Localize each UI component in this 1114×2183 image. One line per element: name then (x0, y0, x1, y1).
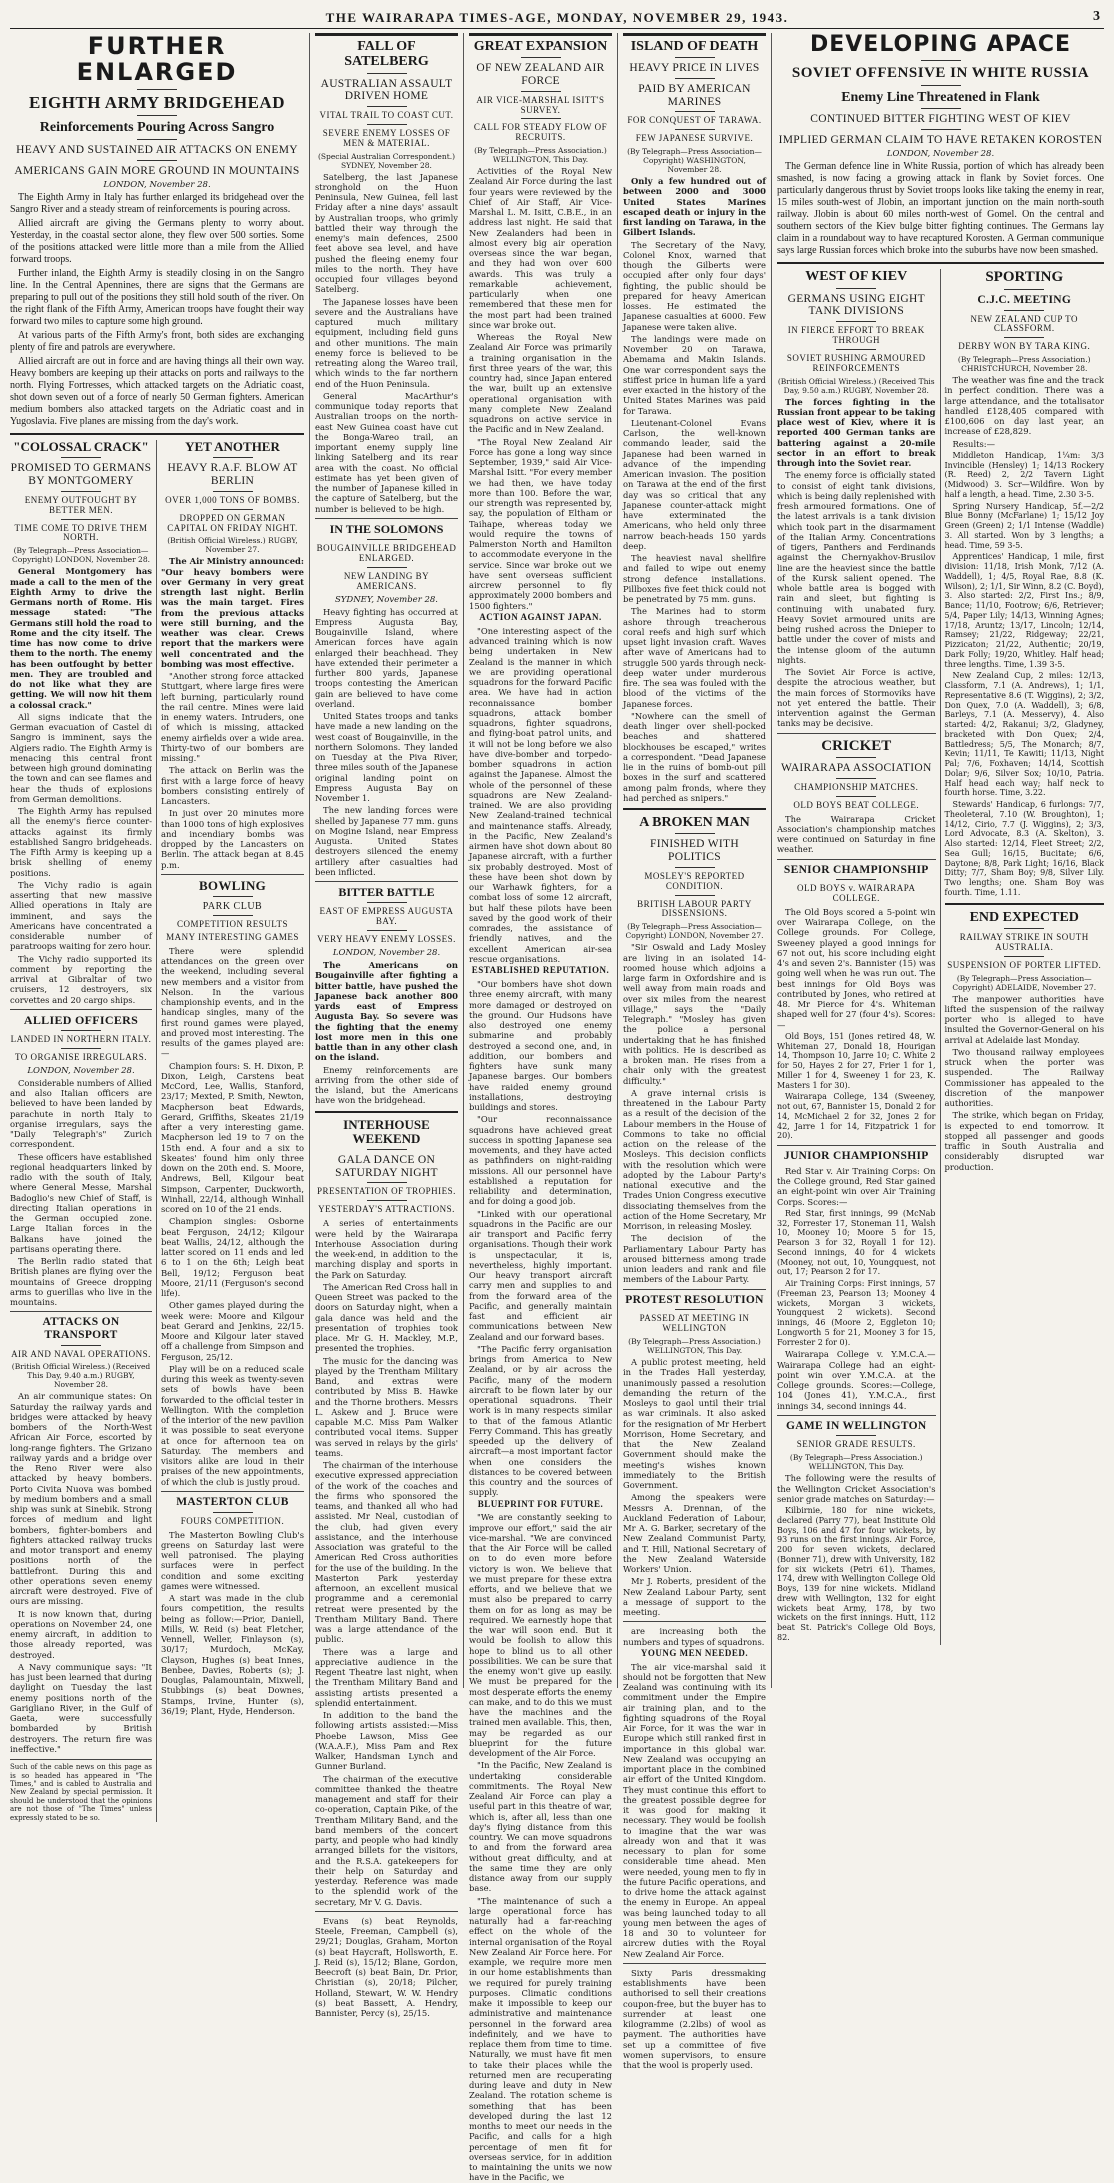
headline: ATTACKS ON TRANSPORT (42, 1316, 120, 1341)
byline: (By Telegraph—Press Association.) CHRISTCHURCH, November 28. (957, 355, 1091, 374)
column-1 (10, 32, 310, 1822)
column-5 (772, 33, 1104, 1688)
subheadline: VERY HEAVY ENEMY LOSSES. (317, 934, 456, 945)
paragraph: The chairman of the executive committee thanked the theatre management and staff for their co-operation, Captain Pike, of the Trentham Military Band, and the band members of the concert party, and people who had kindly arranged billets for the visitors, and the R.S.A. gatekeepers for their help on Saturday and yesterday. Reference was made to the splendid work of the secretary, Mr V. G. Davis. (315, 1773, 458, 1907)
subheadline: TIME COME TO DRIVE THEM NORTH. (14, 522, 148, 543)
dateline: LONDON, November 28. (103, 180, 211, 191)
paragraph: A Navy communique says: "It has just been learned that during daylight on Tuesday the last enemy positions north of the Garigliano River, in the Gulf of Gaeta, were successfully bombarded by British destroyers. The return fire was ineffective." (10, 1661, 152, 1754)
subheadline: Enemy Line Threatened in Flank (841, 89, 1040, 105)
byline: (By Telegraph—Press Association.) WELLINGTON, This Day. (474, 146, 607, 165)
paragraph: A grave internal crisis is threatened in the Labour Party as a result of the decision of the Labour members in the House of Commons to take no official action on the release of the Mosleys. This decision conflicts with the resolution which were adopted by the Labour Party's national executive and the Trades Union Congress executive dissociating themselves from the action of the Home Secretary, Mr Morrison, in releasing Mosley. (623, 1087, 766, 1232)
paragraph: The heaviest naval shellfire and failed to wipe out enemy strong defence installations. Pillboxes five feet thick could not be penetrated by 75 mm. guns. (623, 553, 766, 605)
paragraph: A public protest meeting, held in the Trades Hall yesterday, unanimously passed a resolution demanding the return of the Mosleys to gaol until their trial as war criminals. It also asked for the resignation of Mr Herbert Morrison, Home Secretary, and that the New Zealand Government should make the meeting's wishes known immediately to the British Government. (623, 1357, 766, 1490)
paragraph: These officers have established regional headquarters linked by radio with the south of Italy, where General Messe, Marshal Badoglio's new Chief of Staff, is directing Italian operations in the German occupied zone. Large Italian forces in the Balkans have joined the partisans operating there. (10, 1151, 152, 1254)
subheadline: TO ORGANISE IRREGULARS. (14, 1051, 148, 1062)
subheadline: NEW LANDING BY AMERICANS. (343, 570, 430, 591)
paragraph: A series of entertainments were held by the Wairarapa Interhouse Association during the week-end, in addition to the marching display and sports in the Park on Saturday. (315, 1218, 458, 1280)
headline: WEST OF KIEV (805, 269, 908, 285)
subheadline: ENEMY OUTFOUGHT BY BETTER MEN. (24, 494, 138, 515)
paragraph: The Americans on Bougainville after fighting a bitter battle, have pushed the Japanese back another 800 yards east of Empress Augusta Bay. So severe was the fighting that the enemy lost more men in this one battle than in any other clash on the island. (315, 960, 458, 1063)
paragraph: The Air Ministry announced: "Our heavy bombers were over Germany in very great strength last night. Berlin was the main target. Fires from the previous attacks were still burning, and the weather was clear. Crews report that the markers were well concentrated and the bombing was most effective. (161, 556, 304, 669)
paragraph: Red Star, first innings, 99 (McNab 32, Forrester 17, Stoneman 11, Walsh 10, Mooney 10; Moore 5 for 15, Pearson 3 for 32, Royall 1 for 12). Second innings, 40 for 4 wickets (Mooney, not out, 10, Youngquest, not out, 17; Pearson 2 for 17. (777, 1208, 936, 1277)
paragraph: "The maintenance of such a large operational force has naturally had a far-reaching effect on the whole of the internal organisation of the Royal New Zealand Air Force here. For example, we require more men in our home establishments than we required for purely training purposes. Climatic conditions make it impossible to keep our administrative and maintenance personnel in the forward area indefinitely, and we have to replace them from time to time. Naturally, we must have fit men to take their places while the returned men are recuperating during leave and duty in New Zealand. The rotation scheme is something that has been developed during the last 12 months to meet our needs in the Pacific, and calls for a high percentage of men fit for overseas service, for in addition to maintaining the units we now have in the Pacific, we (469, 1895, 612, 2183)
headline: END EXPECTED (969, 909, 1079, 925)
subheadline: SOVIET RUSHING ARMOURED REINFORCEMENTS (786, 352, 926, 373)
paragraph: In just over 20 minutes more than 1000 tons of high explosives and incendiary bombs was dropped by the Lancasters on Berlin. The attack began at 8.45 p.m. (161, 808, 304, 870)
paragraph: Further inland, the Eighth Army is steadily closing in on the Sangro line. In the Central Apennines, there are signs that the Germans are preparing to pull out of the positions they still hold south of the river. On the right flank of the Fifth Army, American troops have fought their way forward two miles to capture some high ground. (10, 268, 304, 328)
subheadline: SENIOR GRADE RESULTS. (796, 1439, 916, 1450)
byline: (Special Australian Correspondent.) SYDNEY, November 28. (317, 151, 456, 170)
paragraph: The forces fighting in the Russian front appear to be taking place west of Kiev, where it is reported 400 German tanks are battering against a 20-mile sector in an effort to break through into the Soviet rear. (777, 396, 936, 469)
headline: A BROKEN MAN (639, 815, 750, 831)
subheadline: AMERICANS GAIN MORE GROUND IN MOUNTAINS (14, 164, 300, 177)
byline: (By Telegraph—Press Association—Copyright) ADELAIDE, November 27. (952, 973, 1097, 992)
subheadline: WAIRARAPA ASSOCIATION (780, 762, 932, 775)
column-5b (941, 269, 1105, 1644)
subheadline: EIGHTH ARMY BRIDGEHEAD (29, 92, 285, 112)
subheadline: MANY INTERESTING GAMES (166, 932, 299, 943)
paragraph: It is now known that, during operations on November 24, one enemy aircraft, in addition to those already reported, was destroyed. (10, 1608, 152, 1660)
section-heading: ACTION AGAINST JAPAN. (479, 611, 602, 622)
subheadline: FEW JAPANESE SURVIVE. (635, 133, 754, 144)
paragraph: The American Red Cross hall in Queen Street was packed to the doors on Saturday night, when a gala dance was held and the presentation of trophies took place. Mr G. H. Mackley, M.P., presented the trophies. (315, 1281, 458, 1354)
dateline: LONDON, November 28. (27, 1065, 135, 1076)
paragraph: "Our bombers have shot down three enemy aircraft, with many more damaged or destroyed on the ground. Our Hudsons have also destroyed one enemy submarine and probably destroyed a second one, and, in addition, our bombers and fighters have sunk many Japanese barges. Our bombers have raided enemy ground installations, destroying buildings and stores. (469, 979, 612, 1113)
headline: GAME IN WELLINGTON (786, 1419, 927, 1432)
paragraph: Only a few hundred out of between 2000 and 3000 United States Marines escaped death or injury in the first landing on Tarawa, in the Gilbert Islands. (623, 176, 766, 238)
section-heading: YOUNG MEN NEEDED. (640, 1647, 749, 1658)
headline: BOWLING (198, 877, 267, 893)
paragraph: Wairarapa College, 134 (Sweeney, not out, 67, Bannister 15, Donald 2 for 14, McMichael 2 for 32, Jones 2 for 42, Jarre 1 for 14, Fitzpatrick 1 for 20). (777, 1092, 936, 1141)
subheadline: RAILWAY STRIKE IN SOUTH AUSTRALIA. (959, 932, 1089, 952)
paragraph: Allied aircraft are giving the Germans plenty to worry about. Yesterday, in the coastal sector alone, they flew over 500 sorties. Some of the positions attacked were little more than a mile from the Allied forward troops. (10, 218, 304, 266)
paragraph: The music for the dancing was played by the Trentham Military Band, and extras were contributed by Miss B. Hawke and the Thorne brothers. Messrs L. Askew and J. Bruce were capable M.C. Miss Pam Walker contributed vocal items. Supper was served in relays by the girls' teams. (315, 1355, 458, 1458)
paragraph: The Berlin radio stated that British planes are flying over the mountains of Greece dropping arms to guerillas who live in the mountains. (10, 1256, 152, 1307)
subheadline: CONTINUED BITTER FIGHTING WEST OF KIEV (810, 113, 1071, 126)
byline: (By Telegraph—Press Association—Copyright) LONDON, November 28. (12, 546, 150, 565)
paragraph: Champion singles: Osborne beat Ferguson, 24/12; Kilgour beat Wallis, 24/12, although the latter scored on 11 ends and led 6 to 1 on the 6th; Leigh beat Bell, 19/12; Ferguson beat Moore, 21/11 (Ferguson's second life). (161, 1216, 304, 1299)
headline: INTERHOUSE WEEKEND (343, 1116, 430, 1146)
column-1b (157, 440, 304, 1822)
subheadline: C.J.C. MEETING (977, 293, 1072, 306)
column-4 (618, 33, 772, 2071)
paragraph: Activities of the Royal New Zealand Air Force during the last four years were reviewed by the Chief of Air Staff, Air Vice-Marshal L. M. Isitt, C.B.E., in an address last night. He said that New Zealanders had been in almost every big air operation overseas since the war began, and they had won over 600 awards. This was truly a remarkable achievement, particularly when one remembered that these men for the most part had been trained since war broke out. (469, 166, 612, 330)
subheadline: COMPETITION RESULTS (177, 919, 288, 930)
paragraph: are increasing both the numbers and types of squadrons. (623, 1626, 766, 1647)
subheadline: PRESENTATION OF TROPHIES. (317, 1186, 456, 1197)
paragraph: Play will be on a reduced scale during this week as twenty-seven sets of bowls have been forwarded to the official tester in Wellington. With the completion of the interior of the new pavilion it was possible to seat everyone at once for afternoon tea on Saturday. The members and visitors alike are loud in their praises of the new appointments, of which the club is justly proud. (161, 1363, 304, 1487)
paragraph: Results:— (952, 438, 995, 449)
subheadline: VITAL TRAIL TO COAST CUT. (319, 110, 454, 121)
subheadline: EAST OF EMPRESS AUGUSTA BAY. (319, 906, 454, 927)
headline: SPORTING (985, 269, 1064, 286)
paragraph: The Wairarapa Cricket Association's championship matches were continued on Saturday in fine weather. (777, 813, 936, 855)
paragraph: Enemy reinforcements are arriving from the other side of the island, but the Americans have won the bridgehead. (315, 1064, 458, 1106)
headline: CRICKET (821, 737, 892, 754)
paragraph: United States troops and tanks have made a new landing on the west coast of Bougainville, in the northern Solomons. They landed on Tuesday at the Piva River, three miles south of the Japanese original landing point on Empress Augusta Bay on November 1. (315, 711, 458, 804)
paragraph: All signs indicate that the German evacuation of Castel di Sangro is imminent, says the Algiers radio. The Eighth Army is menacing this central front between high ground dominating the town and can see flames and hear the thuds of explosions from German demolitions. (10, 711, 152, 804)
paragraph: The Eighth Army has repulsed all the enemy's fierce counter-attacks against its firmly established Sangro bridgeheads. The Fifth Army is keeping up a brisk shelling of enemy positions. (10, 806, 152, 878)
paragraph: The landings were made on November 20 on Tarawa, Abemama and Makin Islands. One war correspondent says the stiffest price in human life a yard ever exacted in the history of the United States Marines was paid for Tarawa. (623, 333, 766, 416)
subheadline: AUSTRALIAN ASSAULT DRIVEN HOME (320, 77, 453, 103)
subheadline: OLD BOYS v. WAIRARAPA COLLEGE. (797, 883, 916, 904)
subheadline: OLD BOYS BEAT COLLEGE. (793, 799, 920, 810)
headline: YET ANOTHER (185, 439, 280, 455)
paragraph: "Nowhere can the smell of death linger over shell-pocked beaches and shattered blockhouses be escaped," writes a correspondent. "Dead Japanese lie in the ruins of bomb-out pill boxes in the surf and scattered among palm fronds, where they had perched as snipers." (623, 710, 766, 803)
subheadline: SOVIET OFFENSIVE IN WHITE RUSSIA (791, 65, 1090, 82)
paragraph: A start was made in the club fours competition, the results being as follow:—Prior, Daniell, Mills, W. Reid (s) beat Fletcher, Vennell, Weller, Finlayson (s), 30/17; Murdoch, McKay, Clayson, Hughes (s) beat Innes, Benbee, Davies, Roberts (s); J. Douglas, Palamountain, Mixwell, Stubbings (s) beat Downes, Stamps, Irvine, Hunter (s), 36/19; Plant, Hyde, Henderson. (161, 1593, 304, 1716)
masthead-title: THE WAIRARAPA TIMES-AGE, MONDAY, NOVEMBER 29, 1943. (325, 10, 789, 25)
paragraph: General MacArthur's communique today reports that Australian troops on the north-east New Guinea coast have cut the Bonga-Wareo trail, an important enemy supply line linking Satelberg and its rear area with the coast. No official estimate has yet been given of the number of Japanese killed in the capture of Satelberg, but the number is believed to be high. (315, 390, 458, 514)
subheadline: PROMISED TO GERMANS BY MONTGOMERY (10, 462, 152, 488)
paragraph: Evans (s) beat Reynolds, Steele, Freeman, Campbell (s), 29/21; Douglas, Graham, Morton (s) beat Haycraft, Hollsworth, E. J. Reid (s), 15/12; Blane, Gordon, Beecroft (s) beat Bain, Dr. Prior, Christian (s), 20/18; Pilcher, Holland, Stewart, W. W. Hendry (s) beat Bassett, A. Hendry, Bannister, Percy (s), 25/15. (315, 1915, 458, 2018)
subheadline: IN FIERCE EFFORT TO BREAK THROUGH (787, 325, 925, 345)
paragraph: Satelberg, the last Japanese stronghold on the Huon Peninsula, New Guinea, fell last Friday after a nine days' assault by Australian troops, who grimly battled their way through the enemy's main defences, 2500 feet above sea level, and have pushed the fleeing enemy four miles to the north. They have occupied four villages beyond Satelberg. (315, 171, 458, 295)
paragraph: The Vichy radio is again asserting that new massive Allied operations in Italy are imminent, and says the Americans have concentrated a considerable number of paratroops waiting for zero hour. (10, 879, 152, 952)
paragraph: General Montgomery has made a call to the men of the Eighth Army to drive the Germans north of Rome. His message stated: "The Germans still hold the road to Rome and the city itself. The time has now come to drive them to the north. The enemy has been outfought by better men. They are troubled and do not like what they are getting. We will now hit them a colossal crack." (10, 566, 152, 710)
subheadline: OF NEW ZEALAND AIR FORCE (476, 62, 605, 88)
byline: (By Telegraph—Press Association—Copyright) LONDON, November 27. (625, 922, 764, 941)
paragraph: Apprentices' Handicap, 1 mile, first division: 11/18, Irish Monk, 7/12 (A. Waddell), 1; 4/5, Royal Rae, 8.8 (K. Wilson), 2; 1/1, Sir Winn, 8.2 (C. Boyd), 3. Also started: 2/2, First Ins.; 8/9, Bance; 11/10, Footrow; 6/6, Retriever; 5/4, Paper Lily; 14/13, Winning Agnes; 17/18, Aruntz; 13/17, Lincoln; 12/14, Ramsey; 21/22, Ridgeway; 22/21, Pizzicaton; 21/22, Authentic; 20/19, Dark Folly; 19/20, Whitley. Half head; three lengths. Time, 1.39 3-5. (944, 552, 1105, 669)
byline: (By Telegraph—Press Association.) WELLINGTON, This Day. (628, 1337, 761, 1355)
columns (10, 32, 1105, 2183)
subheadline: BOUGAINVILLE BRIDGEHEAD ENLARGED. (316, 543, 457, 564)
page-number: 3 (1093, 9, 1100, 24)
subheadline: SUSPENSION OF PORTER LIFTED. (947, 959, 1102, 970)
column-2 (310, 33, 464, 2018)
paragraph: "Linked with our operational squadrons in the Pacific are our air transport and Pacific ferry organisations. Though their work is unspectacular, it is, nevertheless, highly important. Our heavy transport aircraft carry men and supplies to and from the forward area of the Pacific, and generally maintain fast and efficient air communications between New Zealand and our forward bases. (469, 1208, 612, 1342)
subheadline: HEAVY AND SUSTAINED AIR ATTACKS ON ENEMY (16, 143, 298, 156)
paragraph: The enemy force is officially stated to consist of eight tank divisions, which is being daily replenished with fresh armoured formations. One of the latest arrivals is a tank division which took part in the disarmament of the Italian Army. Concentrations of tigers, Panthers and Ferdinands against the Chernyakhov-Brusilov line are the heaviest since the battle of the Kursk salient opened. The whole battle area is bogged with rain and sleet, but fighting is continuing with unabated fury. Heavy Soviet armoured units are being rushed across the Dnieper to battle under the cover of mists and the intense gloom of the autumn nights. (777, 470, 936, 665)
paragraph: "One interesting aspect of the advanced training which is now being undertaken in New Zealand is the manner in which we are providing operational squadrons for the forward Pacific area. We have had in action reconnaissance bomber squadrons, attack bomber squadrons, fighter squadrons, and flying-boat patrol units, and it will not be long before we also have dive-bomber and torpedo-bomber squadrons in action against the Japanese. Almost the whole of the personnel of these squadrons are New Zealand-trained. We are also providing New Zealand-trained technical and maintenance staffs. Already, in the Pacific, New Zealand's airmen have shot down about 80 Japanese aircraft, with a further six probably destroyed. Most of these have been shot down by our Warhawk fighters, for a combat loss of some 12 aircraft, but half these pilots have been saved by the good work of their comrades, the assistance of friendly natives, and the excellent American air-sea rescue organisations. (469, 625, 612, 964)
column-1a (10, 440, 157, 1822)
footnote: Such of the cable news on this page as is so headed has appeared in "The Times," and is cabled to Australia and New Zealand by special permission. It should be understood that the opinions are not those of "The Times" unless expressly stated to be so. (10, 1759, 152, 1822)
paragraph: Sixty Paris dressmaking establishments have been authorised to sell their creations coupon-free, but the buyer has to surrender at least one kilogramme (2.2lbs) of wool as payment. The authorities have set up a committee of five women supervisors, to ensure that the wool is properly used. (623, 1967, 766, 2071)
paragraph: Red Star v. Air Training Corps: On the College ground, Red Star gained an eight-point win over Air Training Corps. Scores:— (777, 1165, 936, 1207)
paragraph: "Our reconnaissance squadrons have achieved great success in spotting Japanese sea movements, and they have acted as pathfinders on night-raiding missions. All our personnel have established a reputation for reliability and determination, and for doing a good job. (469, 1114, 612, 1207)
subheadline: FINISHED WITH POLITICS (650, 838, 739, 864)
paragraph: New Zealand Cup, 2 miles: 12/13, Classform, 7.1 (A. Andrews), 1; 1/1, Representative 8.6 (T. Wiggins), 2; 3/2, Don Quex, 7.0 (A. Waddell), 3; 6/8, Barleys, 7.1 (A. Messervy), 4. Also started: 4/2, Rakanui; 3/2, Gladyney, bracketed with Don Quex; 2/4, Battledress; 5/5, The Monarch; 8/7, Kevin; 11/11, Te Kawiti; 11/13, Night Pal; 7/6, Foxhaven; 14/14, Scottish Dolar; 9/6, Silver Sox; 10/10, Patria. Half head each way; half neck to fourth horse. Time, 3.22. (944, 671, 1104, 798)
paragraph: The chairman of the interhouse executive expressed appreciation of the work of the coaches and the firms who sponsored the teams, and thanked all who had assisted. Mr Neal, custodian of the club, had given every assistance, and the interhouse Association was grateful to the American Red Cross authorities for the use of the building. In the Masterton Park yesterday afternoon, an excellent musical programme and a ceremonial retreat were presented by the Trentham Military Band. There was a large attendance of the public. (315, 1460, 458, 1645)
subheadline: CALL FOR STEADY FLOW OF RECRUITS. (473, 122, 608, 143)
headline: DEVELOPING APACE (809, 32, 1072, 57)
headline: FURTHER ENLARGED (76, 32, 238, 87)
paragraph: The Vichy radio supported its comment by reporting the arrival at Gibraltar of two cruisers, 12 destroyers, six corvettes and 20 cargo ships. (10, 953, 152, 1005)
headline: SENIOR CHAMPIONSHIP (783, 863, 929, 876)
byline: (By Telegraph—Press Association—Copyright) WASHINGTON, November 28. (627, 147, 762, 175)
paragraph: Wairarapa College v. Y.M.C.A.—Wairarapa College had an eight-point win over Y.M.C.A. at the College grounds. Scores:—College, 104 (Jones 41), Y.M.C.A., first innings 34, second innings 44. (777, 1349, 936, 1411)
subheadline: AIR AND NAVAL OPERATIONS. (11, 1348, 151, 1359)
paragraph: The strike, which began on Friday, is expected to end tomorrow. It stopped all passenger and goods traffic in South Australia and considerably disrupted war production. (944, 1110, 1104, 1172)
paragraph: The manpower authorities have lifted the suspension of the railway porter who is alleged to have insulted the Governor-General on his arrival at Adelaide last Monday. (944, 993, 1104, 1045)
headline: PROTEST RESOLUTION (625, 1293, 764, 1306)
headline: GREAT EXPANSION (469, 33, 612, 54)
subheadline: CHAMPIONSHIP MATCHES. (794, 781, 919, 792)
section-heading: ESTABLISHED REPUTATION. (471, 965, 610, 976)
dateline: LONDON, November 28. (886, 149, 995, 160)
paragraph: Other games played during the week were: Moore and Kilgour beat Gerard and Jenkins, 22/15. Moore and Kilgour later staved off a challenge from Simpson and Ferguson, 25/12. (161, 1300, 304, 1362)
subheadline: NEW ZEALAND CUP TO CLASSFORM. (970, 313, 1078, 334)
subheadline: FOR CONQUEST OF TARAWA. (627, 115, 762, 126)
paragraph: At various parts of the Fifth Army's front, both sides are exchanging plenty of fire and patrols are everywhere. (10, 330, 304, 354)
subheadline: GERMANS USING EIGHT TANK DIVISIONS (787, 292, 925, 318)
paragraph: The air vice-marshal said it should not be forgotten that New Zealand was continuing with its commitment under the Empire air training plan, and to the fighting squadrons of the Royal Air Force, for it was the war in Europe which still ranked first in importance in this global war. New Zealand was occupying an important place in the combined air effort of the United Kingdom. They must continue this effort to the greatest possible degree for it was good for making it necessary. They would be foolish to imagine that the war was already won and that it was necessary to plan for some considerable time ahead. Men were needed, young men to fly in the future Pacific operations, and to drive home the attack against the enemy in Europe. An appeal was being launched today to all young men between the ages of 18 and 30 to volunteer for aircrew duties with the Royal New Zealand Air Force. (623, 1661, 766, 1959)
subheadline: PAID BY AMERICAN MARINES (638, 83, 751, 108)
paragraph: Whereas the Royal New Zealand Air Force was primarily a training organisation in the first three years of the war, this country had, since Japan entered the war, built up an extensive operational organisation with many complete New Zealand squadrons on active service in the Pacific and in New Zealand. (469, 332, 612, 435)
paragraph: Old Boys, 151 (Jones retired 48, W. Whiteman 27, Donald 18, Hourigan 14, Thompson 10, Jarre 10; C. White 2 for 50, Hayes 2 for 27, Frier 1 for 1, Miller 1 for 4, Sweeney 1 for 23, K. Masters 1 for 30). (777, 1031, 936, 1090)
subheadline: AIR VICE-MARSHAL ISITT'S SURVEY. (476, 94, 605, 115)
subheadline: PASSED AT MEETING IN WELLINGTON (639, 1313, 750, 1334)
subheadline: IMPLIED GERMAN CLAIM TO HAVE RETAKEN KOROSTEN (778, 133, 1103, 146)
article-developing-apace (777, 33, 1104, 257)
headline: IN THE SOLOMONS (329, 521, 444, 536)
paragraph: The Soviet Air Force is active, despite the atrocious weather, but the main forces of Stormoviks have not yet entered the battle. Their intervention against the German tanks may be decisive. (777, 667, 936, 729)
paragraph: Heavy fighting has occurred at Empress Augusta Bay, Bougainville Island, where American forces have again enlarged their beachhead. They have extended their perimeter a further 800 yards, Japanese troops contesting the American gain are believed to have come overland. (315, 606, 458, 709)
paragraph: Allied aircraft are out in force and are having things all their own way. Heavy bombers are keeping up their attacks on ports and railways to the north. Flying Fortresses, which attacked targets on the Adriatic coast, shot down seven out of a force of nearly 50 German fighters. American medium bombers also attacked targets on the Adriatic coast and in Yugoslavia. Five planes are missing from the day's work. (10, 356, 304, 428)
paragraph: Stewards' Handicap, 6 furlongs: 7/7, Theoleteral, 7.10 (W. Broughton), 1; 14/12, Cirio, 7.7 (J. Wiggins), 2; 3/3, Lord Advocate, 8.3 (A. Skelton), 3. Also started: 12/14, Fleet Street; 2/2, Sea Gull; 16/15, Bucitate; 6/6, Daytone; 8/8, Park Light; 16/16, Black Ditty; 7/7, Sham Boy; 9/8, Silver Lily. Two lengths; one. Sham Boy was fourth. Time, 1.11. (944, 800, 1104, 897)
subheadline: DROPPED ON GERMAN CAPITAL ON FRIDAY NIGHT. (167, 512, 298, 533)
paragraph: "Sir Oswald and Lady Mosley are living in an isolated 14-roomed house which adjoins a large farm in Oxfordshire and is well away from main roads and over six miles from the nearest village," says the "Daily Telegraph." "Mosley has given the police a personal undertaking that he has finished with politics. He is described as a broken man. He rises from a chair only with the greatest difficulty." (623, 942, 766, 1086)
paragraph: Considerable numbers of Allied and also Italian officers are believed to have been landed by parachute in north Italy to organise irregulars, says the "Daily Telegraph's" Zurich correspondent. (10, 1077, 153, 1150)
paragraph: The Marines had to storm ashore through treacherous coral reefs and high surf which upset light invasion craft. Waves after wave of Americans had to struggle 500 yards through neck-deep water under murderous fire. The sea was fouled with the blood of the victims of the Japanese forces. (623, 606, 766, 709)
paragraph: In addition to the band the following artists assisted:—Miss Phoebe Lawson, Miss Gee (W.A.A.F.), Miss Pam and Rex Walker, Handsman Lynch and Gunner Burland. (315, 1710, 458, 1772)
headline: BITTER BATTLE (338, 885, 435, 900)
paragraph: There were splendid attendances on the green over the weekend, including several new members and a visitor from Nelson. In the various championship events, and in the handicap singles, many of the first round games were played, and proved most interesting. The results of the games played are:— (161, 945, 304, 1059)
subheadline: MOSLEY'S REPORTED CONDITION. (644, 870, 745, 891)
dateline: LONDON, November 28. (332, 948, 441, 959)
column-5a (777, 269, 941, 1644)
headline: ALLIED OFFICERS (23, 1012, 139, 1027)
headline: MASTERTON CLUB (176, 1495, 289, 1508)
paragraph: The weather was fine and the track in perfect condition. There was a large attendance, and the totalisator handled £128,405 compared with £100,606 on day last year, an increase of £28,829. (944, 375, 1104, 437)
byline: (British Official Wireless.) (Received This Day, 9.40 a.m.) RUGBY, November 28. (11, 1362, 151, 1390)
headline: ISLAND OF DEATH (623, 33, 766, 54)
subheadline: HEAVY PRICE IN LIVES (629, 62, 760, 75)
paragraph: The new landing forces were shelled by Japanese 77 mm. guns on Mogine Island, near Empress Augusta. United States destroyers silenced the enemy artillery after casualties had been inflicted. (315, 805, 458, 877)
paragraph: The German defence line in White Russia, portion of which has already been smashed, is now facing a growing attack in flank by Soviet forces. One particularly dangerous thrust by Soviet troops looks like taking the enemy in rear, 15 miles south-west of Jlobin, an important junction on the main north-south railway. Jlobin is about 60 miles north-west of Gomel. On the central and southern sectors of the Kiev bulge bitter fighting continues. The Germans lay claim in a roundabout way to have recaptured Korosten. A German communique says large Russian forces which broke into the suburbs have now been smashed. (777, 161, 1104, 257)
subheadline: HEAVY R.A.F. BLOW AT BERLIN (167, 462, 298, 488)
paragraph: Air Training Corps: First innings, 57 (Freeman 23, Pearson 13; Mooney 4 wickets, Morgan 3 wickets, Youngquest 2 wickets). Second innings, 46 (Moore 2, Eggleton 10; Longworth 5 for 21, Mooney 3 for 15, Forrester 2 for 0). (777, 1279, 936, 1347)
paragraph: Kilbirnie, 180 for nine wickets, declared (Parry 77), beat Institute Old Boys, 106 and 47 for four wickets, by 93 runs on the first innings. Air Force, 200 for seven wickets, declared (Bonner 71), drew with University, 182 for six wickets (Petri 61). Thames, 174, drew with Wellington College Old Boys, 139 for nine wickets. Midland drew with Wellington, 132 for eight wickets beat Army, 178, by two wickets on the first innings. Hutt, 112 beat St. Patrick's College Old Boys, 82. (777, 1506, 936, 1642)
byline: (By Telegraph—Press Association.) WELLINGTON, This Day. (789, 1453, 923, 1472)
paragraph: Lieutenant-Colonel Evans Carlson, the well-known commando leader, said the Japanese had been warned in advance of the impending American invasion. The position on Tarawa at the end of the first day was so critical that any Japanese counter-attack might have exterminated the Americans, who held only three narrow beach-heads 150 yards deep. (623, 417, 766, 551)
paragraph: Middleton Handicap, 1¼m: 3/3 Invincible (Hensley) 1; 14/13 Rockery (R. Reed) 2, 2/2 Tavern Light (Midwood) 3. Scr—Wildfire. Won by half a length, a head. Time, 2.30 3-5. (944, 450, 1104, 499)
paragraph: "In the Pacific, New Zealand is undertaking considerable commitments. The Royal New Zealand Air Force can play a useful part in this theatre of war, which is, after all, less than one day's flying distance from this country. We can move squadrons to and from the forward area without great difficulty, and at the same time they are only distance away from our supply base. (469, 1760, 612, 1894)
subheadline: YESTERDAY'S ATTRACTIONS. (318, 1204, 455, 1215)
paragraph: The Masterton Bowling Club's greens on Saturday last were well patronised. The playing surfaces were in perfect condition and some exciting games were witnessed. (161, 1529, 304, 1591)
article-further-enlarged (10, 33, 304, 428)
subheadline: LANDED IN NORTHERN ITALY. (10, 1033, 152, 1044)
paragraph: "We are constantly seeking to improve our effort," said the air vice-marshal. "We are convinced that the Air Force will be called on to do even more before victory is won. We believe that we must prepare for these extra efforts, and we believe that we must also be prepared to carry them on for as long as may be required. We earnestly hope that the war will soon end. But it would be foolish to allow this hope to blind us to all other possibilities. We can be sure that the enemy won't give up easily. We must be prepared for the most desperate efforts the enemy can make, and to do this we must have the machines and the trained men available. This, then, may be regarded as our blueprint for the future development of the Air Force. (469, 1512, 612, 1759)
paragraph: "Another strong force attacked Stuttgart, where large fires were left burning, particularly round the rail centre. Mines were laid in enemy waters. Intruders, one of which is missing, attacked enemy airfields over a wide area. Thirty-two of our bombers are missing." (161, 671, 304, 764)
subheadline: FOURS COMPETITION. (180, 1515, 285, 1526)
subheadline: BRITISH LABOUR PARTY DISSENSIONS. (637, 898, 752, 919)
column-5-split (777, 269, 1104, 1644)
subheadline: DERBY WON BY TARA KING. (958, 341, 1091, 352)
paragraph: The Secretary of the Navy, Colonel Knox, warned that though the Gilberts were occupied after only four days' fighting, the public should be prepared for heavy American losses. He estimated the Japanese casualties at 6000. Few Japanese were taken alive. (623, 239, 766, 332)
column-3 (464, 33, 618, 2183)
paragraph: Among the speakers were Messrs A. Drennan, of the Auckland Federation of Labour, Mr A. G. Barker, secretary of the New Zealand Communist Party, and T. Hill, National Secretary of the New Zealand Waterside Workers' Union. (623, 1492, 766, 1574)
section-heading: BLUEPRINT FOR FUTURE. (477, 1498, 604, 1509)
column-1-split (10, 440, 304, 1822)
paragraph: Two thousand railway employees struck when the porter was suspended. The Railway Commissioner has appealed to the discretion of the manpower authorities. (944, 1046, 1104, 1109)
paragraph: Mr J. Roberts, president of the New Zealand Labour Party, sent a message of support to the meeting. (623, 1576, 766, 1617)
paragraph: The attack on Berlin was the first with a large force of heavy bombers consisting entirely of Lancasters. (161, 765, 304, 807)
paragraph: An air communique states: On Saturday the railway yards and bridges were attacked by heavy bombers of the North-West African Air Force, escorted by long-range fighters. The Grizano railway yards and a bridge over the Reno River were also attacked by heavy bombers. Porto Civita Nuova was bombed by medium bombers and a small ship was sunk at Sinebik. Strong forces of medium and light bombers, fighter-bombers and fighters attacked railway trucks and motor transport and enemy positions north of the battlefront. During this and other operations seven enemy aircraft were destroyed. Five of ours are missing. (10, 1391, 152, 1607)
paragraph: There was a large and appreciative audience in the Regent Theatre last night, when the Trentham Military Band and assisting artists presented a splendid entertainment. (315, 1646, 458, 1708)
paragraph: The decision of the Parliamentary Labour Party has aroused bitterness among trade union leaders and rank and file members of the Labour Party. (623, 1233, 766, 1285)
byline: (British Official Wireless.) RUGBY, November 27. (167, 536, 298, 555)
subheadline: OVER 1,000 TONS OF BOMBS. (165, 494, 300, 505)
byline: (British Official Wireless.) (Received This Day, 9.50 a.m.) RUGBY, November 28. (777, 376, 935, 395)
paragraph: "The Pacific ferry organisation brings from America to New Zealand, or by air across the Pacific, many of the modern aircraft to be flown later by our operational squadrons. Their work is in many respects similar to that of the famous Atlantic Ferry Command. This has greatly speeded up the delivery of aircraft—a most important factor when one considers the distances to be covered between this country and the sources of supply. (469, 1343, 612, 1498)
masthead (10, 8, 1104, 29)
subheadline: PARK CLUB (202, 901, 263, 913)
paragraph: The following were the results of the Wellington Cricket Association's senior grade matches on Saturday:— (777, 1473, 936, 1504)
headline: "COLOSSAL CRACK" (13, 439, 149, 455)
paragraph: The Japanese losses have been severe and the Australians have captured much military equipment, including field guns and other munitions. The main enemy force is believed to be retreating along the Wareo trail, which winds to the far northern end of the Huon Peninsula. (315, 296, 458, 389)
subheadline: GALA DANCE ON SATURDAY NIGHT (335, 1154, 438, 1179)
subheadline: SEVERE ENEMY LOSSES OF MEN & MATERIAL. (322, 127, 451, 148)
paragraph: "The Royal New Zealand Air Force has gone a long way since September, 1939," said Air Vice-Marshal Isitt. "For every member we had then, we have today more than 100. Before the war, our strength was represented by, say, the population of Eltham or Taihape, whereas today we would require the towns of Palmerston North and Hamilton to accommodate everyone in the service. Since war broke out we have sent overseas sufficient aircrew personnel to fly approximately 2000 bombers and 1500 fighters." (469, 436, 612, 611)
headline: JUNIOR CHAMPIONSHIP (783, 1150, 929, 1163)
paragraph: Spring Nursery Handicap, 5f.—2/2 Blue Bonny (McFarlane) 1; 15/12 Joy Green (Green) 2; 1/1 Intense (Waddle) 3. All started. Won by 3 lengths; a head. Time, 59 3-5. (944, 501, 1104, 550)
dateline: SYDNEY, November 28. (334, 594, 438, 605)
paragraph: The Eighth Army in Italy has further enlarged its bridgehead over the Sangro River and a steady stream of reinforcements is pouring across. (10, 192, 304, 216)
headline: FALL OF SATELBERG (315, 33, 458, 70)
paragraph: The Old Boys scored a 5-point win over Wairarapa College, on the College grounds. For College, Sweeney played a good innings for 67 not out, his score including eight 4's and seven 2's. Bannister (15) was going well when he was run out. The best innings for Old Boys was contributed by Jones, who retired at 48. Mr Pierce for 4's. Whiteman shaped well for 27 (four 4's). Scores:— (777, 906, 936, 1030)
subheadline: Reinforcements Pouring Across Sangro (39, 120, 275, 136)
paragraph: Champion fours: S. H. Dixon, P. Dixon, Leigh, Carstens beat McCord, Lee, Wallis, Stanford, 23/17; Mexted, P. Smith, Newton, Macpherson beat Edwards, Gerard, Griffiths, Skeates 21/19 after a very interesting game. Macpherson led 19 to 7 on the 15th end. A four and a six to Skeates' found him only three down on the 20th end. S. Moore, Andrews, Bell, Kilgour beat Simpson, Carpenter, Duckworth, Winhall, 22/14, although Winhall scored on 10 of the 21 ends. (161, 1060, 304, 1215)
